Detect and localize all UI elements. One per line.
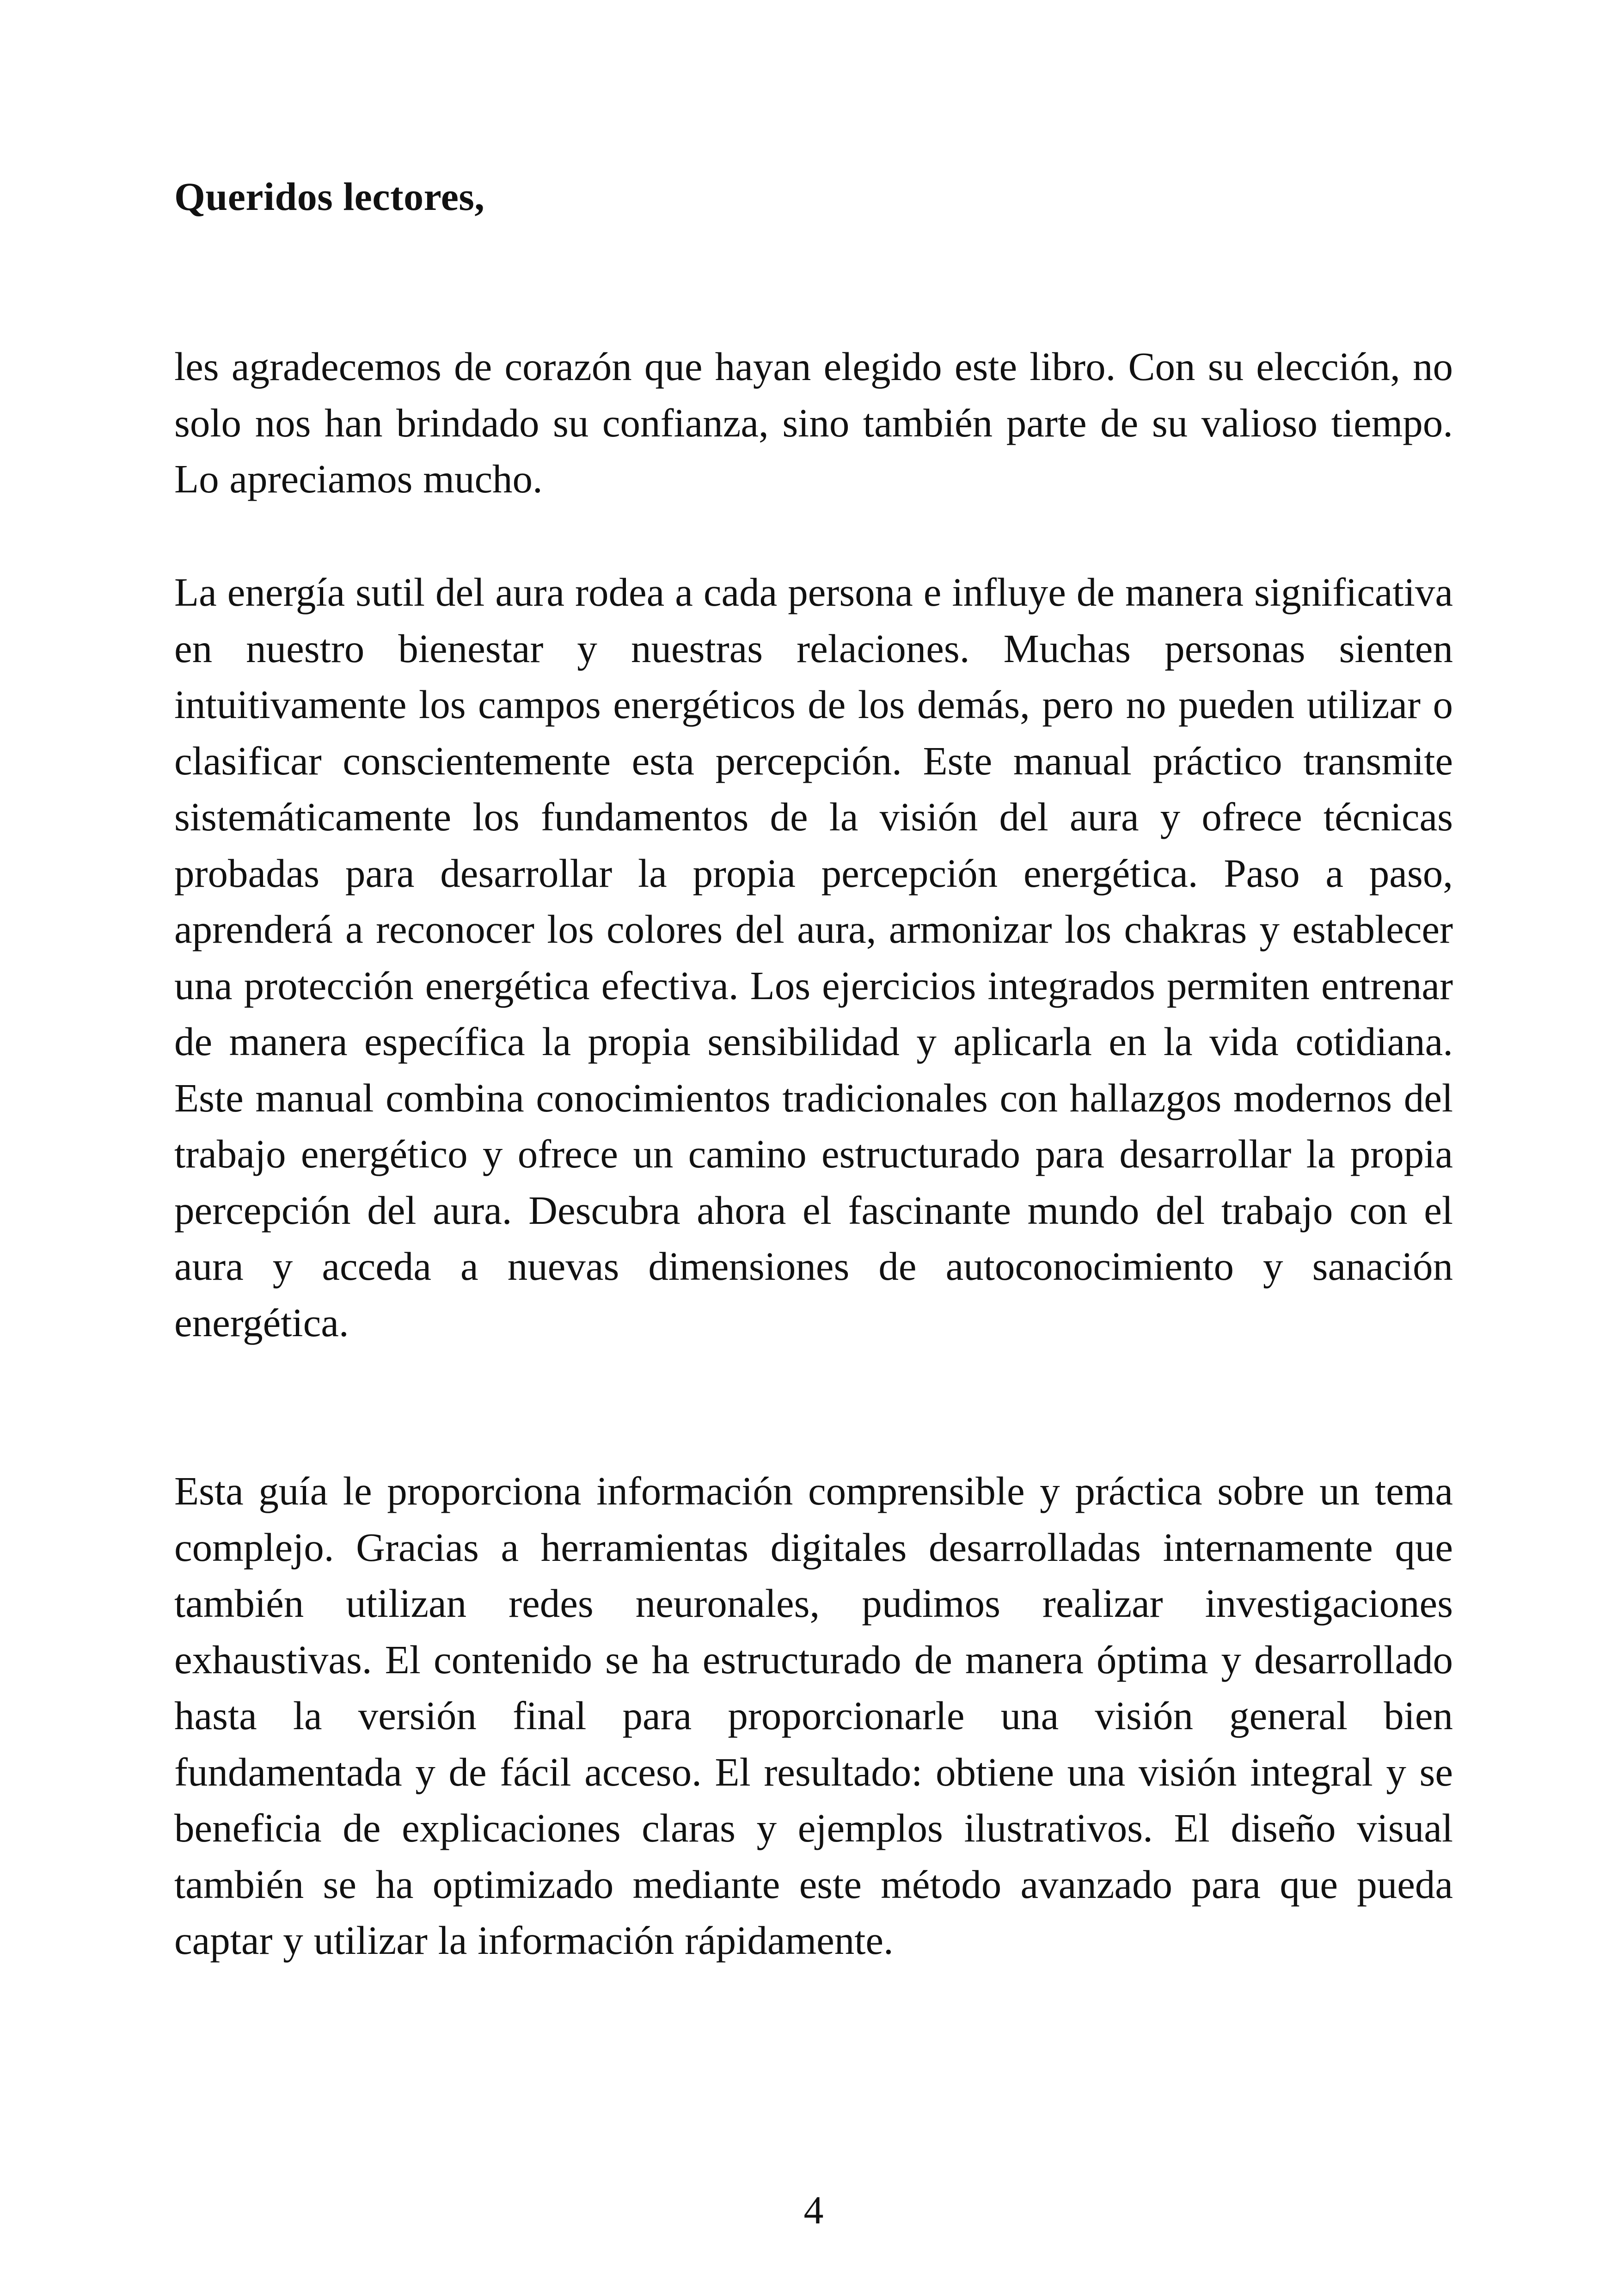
paragraph-guide-method: Esta guía le proporciona información comprensible y práctica sobre un tema complejo. Gracias a herramientas digitales desarrolladas internamente que también utilizan redes neuronales, pudimos realizar investigaciones exhaustivas. El contenido se ha estructurado de manera óptima y desarrollado hasta la versión final para proporcionarle una visión general bien fundamentada y de fácil acceso. El resultado: obtiene una visión integral y se beneficia de explicaciones claras y ejemplos ilustrativos. El diseño visual también se ha optimizado mediante este método avanzado para que pueda captar y utilizar la información rápidamente. <box>174 1468 1453 1963</box>
page-number: 4 <box>803 2188 824 2232</box>
document-page <box>174 0 1453 2296</box>
letter-salutation: Queridos lectores, <box>174 174 485 219</box>
paragraph-thanks: les agradecemos de corazón que hayan elegido este libro. Con su elección, no solo nos han brindado su confianza, sino también parte de su valioso tiempo. Lo apreciamos mucho. <box>174 344 1453 501</box>
paragraph-aura-energy: La energía sutil del aura rodea a cada persona e influye de manera significativa en nuestro bienestar y nuestras relaciones. Muchas personas sienten intuitivamente los campos energéticos de los demás, pero no pueden utilizar o clasificar conscientemente esta percepción. Este manual práctico transmite sistemáticamente los fundamentos de la visión del aura y ofrece técnicas probadas para desarrollar la propia percepción energética. Paso a paso, aprenderá a reconocer los colores del aura, armonizar los chakras y establecer una protección energética efectiva. Los ejercicios integrados permiten entrenar de manera específica la propia sensibilidad y aplicarla en la vida cotidiana. Este manual combina conocimientos tradicionales con hallazgos modernos del trabajo energético y ofrece un camino estructurado para desarrollar la propia percepción del aura. Descubra ahora el fascinante mundo del trabajo con el aura y acceda a nuevas dimensiones de autoconocimiento y sanación energética. <box>174 570 1453 1345</box>
